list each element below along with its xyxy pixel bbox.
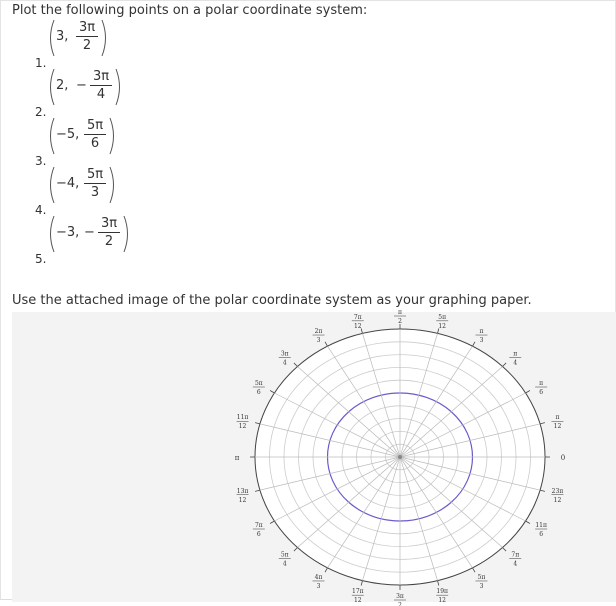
angle-numerator: 5π: [86, 167, 104, 182]
angle-label-numerator: 11π: [236, 414, 249, 422]
angle-label-denominator: 12: [353, 322, 362, 330]
angle-fraction: [76, 20, 98, 53]
angle-label-numerator: 7π: [353, 313, 362, 321]
angle-tick: [325, 342, 328, 346]
angle-tick: [540, 423, 545, 424]
angle-label-denominator: 2: [398, 602, 402, 606]
angle-label-denominator: 3: [316, 337, 321, 345]
angle-denominator: 3: [90, 185, 100, 200]
angle-label-denominator: 6: [256, 389, 261, 396]
angle-label-numerator: 5π: [254, 380, 263, 387]
angle-label-numerator: 5π: [280, 551, 289, 559]
angle-tick: [294, 363, 298, 367]
angle-label-numerator: 17π: [352, 588, 364, 596]
angle-label-numerator: π: [479, 328, 484, 336]
angle-numerator: 3π: [92, 69, 110, 84]
point-number: 4.: [35, 203, 47, 217]
negative-sign: −: [84, 225, 95, 240]
angle-label-denominator: 2: [398, 318, 402, 325]
angle-tick: [270, 521, 274, 524]
point-number: 5.: [35, 252, 47, 266]
radius-value: −3,: [56, 225, 80, 240]
angle-label-numerator: 23π: [551, 487, 564, 495]
fraction-bar: [84, 183, 106, 184]
angle-tick: [503, 363, 507, 367]
polar-coordinate-grid: [12, 309, 616, 606]
angle-numerator: 3π: [100, 216, 118, 231]
angle-label-denominator: 12: [438, 322, 447, 330]
angle-tick: [473, 342, 476, 346]
angle-label-numerator: π: [539, 380, 544, 387]
angle-tick: [526, 391, 530, 394]
angle-label-denominator: 12: [553, 423, 562, 431]
angle-label-denominator: 6: [539, 531, 544, 538]
angle-tick: [361, 581, 362, 586]
radius-value: −4,: [56, 176, 80, 191]
angle-label-denominator: 3: [316, 582, 321, 590]
point-number: 2.: [35, 105, 47, 119]
angle-fraction: [84, 118, 106, 151]
polar-point-expression: [46, 165, 118, 205]
angle-label-denominator: 4: [282, 359, 287, 367]
angle-label-numerator: π: [398, 309, 402, 316]
radius-value: 2,: [56, 78, 69, 93]
angle-tick: [255, 423, 260, 424]
fraction-bar: [76, 36, 98, 37]
angle-label-denominator: 12: [438, 597, 447, 605]
angle-label-denominator: 12: [553, 496, 562, 504]
polar-point-expression: [46, 214, 132, 254]
pole: [398, 455, 402, 459]
angle-tick: [294, 548, 298, 552]
angle-label-numerator: 19π: [436, 588, 448, 596]
angle-fraction: [90, 69, 112, 102]
angle-tick: [270, 391, 274, 394]
angle-label-numerator: 2π: [314, 328, 323, 336]
radius-value: 3,: [56, 29, 69, 44]
polar-point-expression: [46, 67, 124, 107]
angle-label: 0: [560, 454, 566, 462]
angle-fraction: [98, 216, 120, 249]
angle-label-denominator: 6: [256, 531, 261, 538]
angle-label-numerator: π: [555, 414, 560, 422]
angle-label-numerator: 3π: [396, 593, 404, 600]
angle-label-denominator: 3: [479, 582, 484, 590]
angle-label-numerator: 3π: [280, 350, 289, 358]
angle-denominator: 2: [104, 234, 114, 249]
angle-tick: [438, 581, 439, 586]
fraction-bar: [84, 134, 106, 135]
angle-label-denominator: 12: [238, 496, 247, 504]
angle-label-denominator: 4: [513, 560, 518, 568]
point-number: 1.: [35, 56, 47, 70]
angle-denominator: 6: [90, 136, 100, 151]
angle-tick: [526, 521, 530, 524]
angle-tick: [503, 548, 507, 552]
angle-label-numerator: 7π: [254, 522, 263, 529]
angle-label-numerator: 7π: [511, 551, 520, 559]
angle-tick: [473, 568, 476, 572]
angle-denominator: 4: [96, 87, 106, 102]
negative-sign: −: [76, 78, 87, 93]
angle-label: π: [234, 454, 240, 462]
fraction-bar: [90, 85, 112, 86]
angle-label-numerator: 5π: [438, 313, 447, 321]
angle-label-denominator: 6: [539, 389, 544, 396]
angle-label-numerator: 5π: [477, 573, 486, 581]
angle-fraction: [84, 167, 106, 200]
angle-label-numerator: 13π: [236, 487, 249, 495]
radius-value: −5,: [56, 127, 80, 142]
point-number: 3.: [35, 154, 47, 168]
polar-point-expression: [46, 116, 118, 156]
angle-label-numerator: 4π: [314, 573, 323, 581]
question-heading: Plot the following points on a polar coordinate system:: [12, 3, 368, 18]
angle-label-denominator: 3: [479, 337, 484, 345]
angle-numerator: 3π: [78, 20, 96, 35]
angle-label-numerator: π: [513, 350, 518, 358]
angle-label-denominator: 4: [513, 359, 518, 367]
polar-graph-paper-image: [12, 309, 616, 606]
angle-tick: [540, 490, 545, 491]
angle-label-denominator: 4: [282, 560, 287, 568]
angle-denominator: 2: [82, 38, 92, 53]
instruction-text: Use the attached image of the polar coordinate system as your graphing paper.: [12, 293, 532, 308]
angle-label-denominator: 12: [238, 423, 247, 431]
angle-tick: [255, 490, 260, 491]
polar-point-expression: [46, 18, 110, 58]
angle-label-numerator: 11π: [535, 522, 547, 529]
angle-label-denominator: 12: [353, 597, 362, 605]
angle-numerator: 5π: [86, 118, 104, 133]
fraction-bar: [98, 232, 120, 233]
angle-tick: [325, 568, 328, 572]
